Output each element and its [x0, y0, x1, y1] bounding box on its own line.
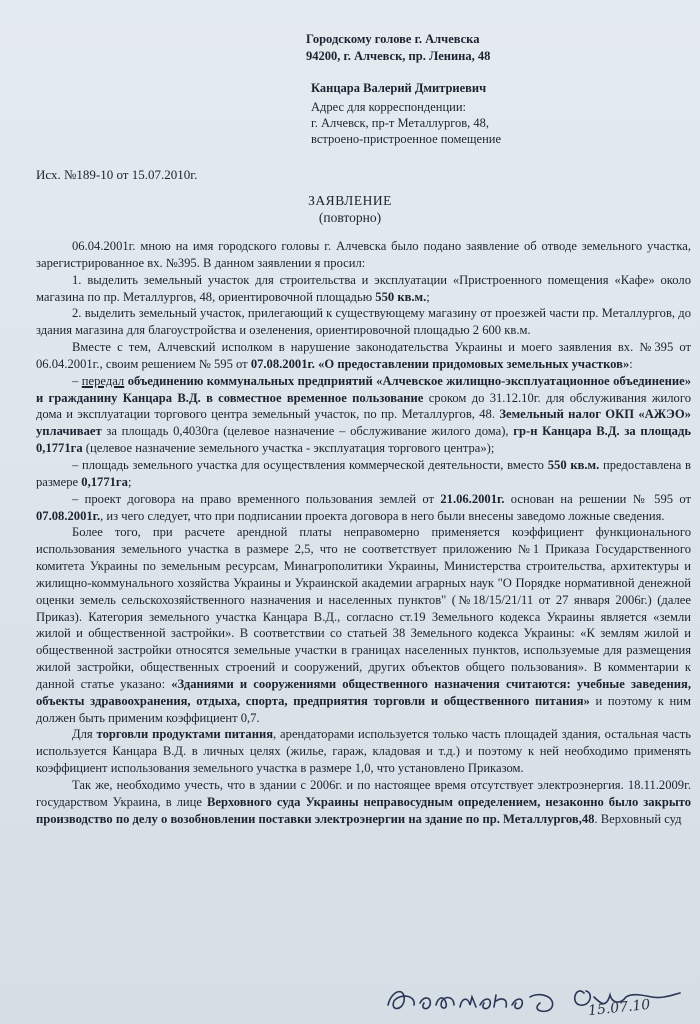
text-run: – проект договора на право временного пользования землей от — [72, 491, 441, 506]
text-run: ; — [127, 474, 132, 489]
text-run: основан на решении № 595 от — [504, 491, 692, 506]
text-run-bold: 550 кв.м. — [547, 457, 600, 472]
sender-address-line-1: г. Алчевск, пр-т Металлургов, 48, — [311, 116, 490, 130]
text-run: ; — [426, 289, 430, 304]
addressee-block — [306, 31, 686, 65]
text-run: Вместе с тем, Алчевский исполком в нарушение законодательства Украины и моего заявления вх. №395 от 06.04.2001г., своим решением № 595 от — [36, 340, 691, 371]
sender-block — [311, 80, 691, 147]
outgoing-number: Исх. №189-10 от 15.07.2010г. — [36, 167, 198, 182]
sender-address-label: Адрес для корреспонденции: — [311, 100, 467, 114]
document-subtitle: (повторно) — [318, 210, 382, 225]
text-run: . Верховный суд — [594, 811, 682, 826]
text-run: – площадь земельного участка для осуществления коммерческой деятельности, вместо — [72, 457, 548, 472]
text-run-bold: 0,1771га — [81, 474, 128, 489]
text-run-bold: объединению коммунальных предприятий «Алчевское жилищно-эксплуатационное объединение» и гражданину Канцара В.Д. в совместное временное пользование — [36, 373, 692, 405]
text-run: Более того, при расчете арендной платы неправомерно применяется коэффициент функционального использования земельного участка в размере 2,5, что не соответствует приложению №1 Приказа Государственного комитета Украины по земельным ресурсам, Минагрополитики Украины, Министерства строительства, архитектуры и жилищно-коммунального хозяйства Украины и Украинской академии аграрных наук "О Порядке нормативной денежной оценки земель сельскохозяйственного назначения и населенных пунктов" (№18/15/21/11 от 27 января 2006г.) (далее Приказ). Категория земельного участка Канцара В.Д., согласно ст.19 Земельного кодекса Украины является «земли жилой и общественной застройки». В соответствии со статьей 38 Земельного кодекса Украины: «К землям жилой и общественной застройки относятся земельные участки в границах населенных пунктов, используемые для размещения жилой застройки, общественных строений и сооружений, других объектов общего пользования». В комментарии к данной статье указано: — [36, 525, 691, 691]
text-run-bold: торговли продуктами питания — [96, 727, 274, 742]
text-run: 1. выделить земельный участок для строительства и эксплуатации «Пристроенного помещения «Кафе» около магазина по пр. Металлургов, 48, ориентировочной площадью — [36, 272, 691, 304]
text-run: Для — [72, 727, 97, 742]
text-run: и поэтому к ним должен быть применим коэффициент 0,7. — [36, 693, 691, 725]
addressee-line-2: 94200, г. Алчевск, пр. Ленина, 48 — [306, 49, 491, 63]
paragraph-trade — [36, 726, 691, 777]
text-run: Так же, необходимо учесть, что в здании с 2006г. и по настоящее время отсутствует электроэнергия. 18.11.2009г. государством Украина, в лице — [36, 778, 691, 809]
text-run-bold: Верховного суда Украины неправосудным определением, незаконно было закрыто производство по делу о возобновлении поставки электроэнергии на здание по пр. Металлургов,48 — [36, 794, 692, 826]
document-body — [36, 238, 691, 828]
paragraph-intro — [36, 238, 691, 272]
text-run-bold: Земельный налог ОКП «АЖЭО» уплачивает — [36, 407, 691, 439]
paragraph-transfer — [36, 373, 691, 457]
paragraph-request-2 — [36, 305, 691, 339]
text-run: – — [72, 373, 82, 388]
text-run: , арендаторами используется только часть площадей здания, остальная часть используется Канцара В.Д. в личных целях (жилье, гараж, кладовая и т.д.) и поэтому к ней необходимо применять коэффициент использования земельного участка в размере 1,0, что установлено Приказом. — [36, 727, 691, 776]
sender-name: Канцара Валерий Дмитриевич — [311, 81, 487, 95]
paragraph-contract — [36, 491, 691, 525]
text-run-bold: гр-н Канцара В.Д. за площадь 0,1771га — [36, 424, 692, 456]
sender-address-line-2: встроено-пристроенное помещение — [311, 132, 502, 146]
text-run-bold: «О предоставлении придомовых земельных участков» — [318, 356, 630, 371]
text-run: за площадь 0,4030га (целевое назначение – обслуживание жилого дома), — [101, 424, 514, 439]
paragraph-electricity — [36, 777, 691, 828]
text-run-bold: 07.08.2001г. — [36, 508, 101, 523]
text-run: 2. выделить земельный участок, прилегающий к существующему магазину от проезжей части пр. Металлургов, до здания магазина для благоустройства и озеленения, ориентировочной площадью 2 600 кв.м. — [36, 306, 691, 338]
text-run: предоставлена в размере — [36, 457, 691, 489]
text-run-bold: 21.06.2001г. — [440, 491, 505, 506]
paragraph-area — [36, 457, 691, 491]
paragraph-coefficient — [36, 524, 691, 726]
addressee-line-1: Городскому голове г. Алчевска — [306, 32, 480, 46]
text-run: (целевое назначение земельного участка - эксплуатация торгового центра»); — [82, 441, 495, 456]
text-run: сроком до 31.12.10г. для обслуживания жилого дома и эксплуатации торгового центра земельный участок, по пр. Металлургов, 48. — [36, 390, 692, 422]
text-run: , из чего следует, что при подписании проекта договора в него были внесены заведомо ложные сведения. — [100, 508, 665, 523]
text-run-bold: «Зданиями и сооружениями общественного назначения считаются: учебные заведения, объекты здравоохранения, отдыха, спорта, предприятия торговли и общественного питания» — [36, 676, 691, 708]
text-run: : — [629, 356, 633, 371]
signature-date: 15.07.10 — [587, 996, 652, 1020]
text-run-bold: 550 кв.м. — [375, 289, 427, 304]
text-run-bold: 07.08.2001г. — [250, 356, 315, 371]
paragraph-decision — [36, 339, 691, 373]
text-run-underlined: передал — [81, 373, 125, 388]
text-run: 06.04.2001г. мною на имя городского головы г. Алчевска было подано заявление об отводе земельного участка, зарегистрированное вх. №395. В данном заявлении я просил: — [36, 239, 691, 270]
document-title: ЗАЯВЛЕНИЕ — [308, 193, 392, 208]
paragraph-request-1 — [36, 272, 691, 306]
